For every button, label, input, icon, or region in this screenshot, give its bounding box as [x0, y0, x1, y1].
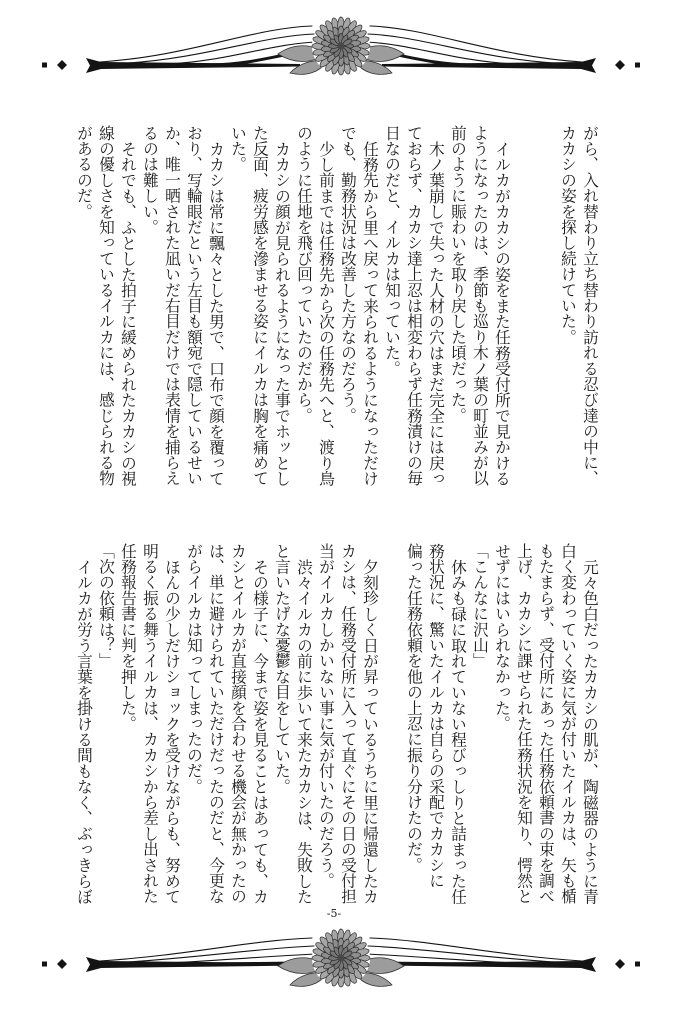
dialogue-line [469, 543, 491, 907]
text-column: でも、勤務状況は改善した方なのだろう。 [339, 125, 358, 424]
text-column: ようになったのは、季節も巡り木ノ葉の町並みが以 [471, 125, 490, 487]
scene-break [381, 543, 403, 907]
ornament-right [356, 26, 640, 74]
square-dot-icon [635, 962, 640, 967]
text-column: 白く変わっていく姿に気が付いたイルカは、矢も楯 [559, 543, 578, 905]
text-column: カカシは常に飄々とした男で、口布で顔を覆って [207, 140, 226, 487]
text-column: いた。 [229, 125, 248, 173]
paragraph [73, 543, 95, 907]
square-dot-icon [42, 63, 47, 68]
text-column: 線の優しさを知っているイルカには、感じられる物 [97, 125, 116, 487]
text-column: 務状況に、驚いたイルカは自らの采配でカカシに [427, 543, 446, 889]
diamond-icon [615, 60, 625, 70]
text-column: おり、写輪眼だという左目も額宛で隠しているせい [185, 125, 204, 487]
page-number: -5- [326, 907, 342, 920]
scene-break [513, 125, 557, 489]
swirl-line [368, 34, 554, 63]
paragraph [557, 125, 601, 489]
paragraph [381, 125, 447, 489]
flower-center [338, 955, 345, 962]
text-column: があるのだ。 [75, 125, 94, 220]
diamond-icon [57, 959, 67, 969]
text-column: 任務報告書に判を押した。 [119, 543, 138, 732]
paragraph [293, 125, 337, 489]
diamond-icon [615, 959, 625, 969]
paragraph [315, 543, 381, 907]
text-column: がらイルカは知ってしまったのだ。 [185, 543, 204, 795]
text-column: か、唯一晒された凪いだ右目だけでは表情を捕らえ [163, 125, 182, 487]
text-column: イルカがカカシの姿をまた任務受付所で見かける [493, 140, 512, 487]
bar-end-cap [86, 957, 101, 972]
text-column: その様子に、今まで姿を見ることはあっても、カ [251, 558, 270, 905]
text-column: 前のように賑わいを取り戻した頃だった。 [449, 125, 468, 424]
paragraph [117, 543, 183, 907]
text-column: 明るく振る舞うイルカは、カカシから差し出された [141, 543, 160, 905]
text-column: がら、入れ替わり立ち替わり訪れる忍び達の中に、 [581, 125, 600, 487]
text-column: と言いたげな憂鬱な目をしていた。 [273, 543, 292, 795]
text-column: 「次の依頼は？」 [97, 543, 116, 669]
paragraph [337, 125, 381, 489]
text-column: た反面、疲労感を滲ませる姿にイルカは胸を痛めて [251, 125, 270, 487]
swirl-line [100, 938, 312, 961]
diamond-icon [57, 60, 67, 70]
text-column: 夕刻珍しく日が昇っているうちに里に帰還したカ [361, 558, 380, 905]
footer-ornament [0, 924, 682, 1024]
flower-center [338, 43, 345, 50]
bar-end-cap [581, 957, 596, 972]
text-column: 少し前までは任務先から次の任務先へと、渡り鳥 [317, 140, 336, 487]
paragraph [139, 125, 227, 489]
paragraph [73, 125, 139, 489]
paragraph [183, 543, 271, 907]
text-column: 休みも碌に取れていない程びっしりと詰まった任 [449, 558, 468, 905]
header-ornament [0, 0, 682, 100]
text-column: せずにはいられなかった。 [493, 543, 512, 732]
text-column: ほんの少しだけショックを受けながらも、努めて [163, 558, 182, 905]
paragraph [491, 543, 601, 907]
text-column: カシとイルカが直接顔を合わせる機会が無かったの [229, 543, 248, 905]
text-column: それでも、ふとした拍子に緩められたカカシの視 [119, 140, 138, 487]
chrysanthemum-icon [312, 17, 370, 75]
text-column: カカシの顔が見られるようになった事でホッとし [273, 140, 292, 487]
ornament-left [42, 938, 326, 986]
text-column: 元々色白だったカカシの肌が、陶磁器のように青 [581, 558, 600, 905]
text-column: のように任地を飛び回っていたのだから。 [295, 125, 314, 424]
text-column: 当がイルカしかいない事に気が付いたのだろう。 [317, 543, 336, 889]
text-column: ておらず、カカシ達上忍は相変わらず任務漬けの毎 [405, 125, 424, 487]
text-column: 渋々イルカの前に歩いて来たカカシは、失敗した [295, 558, 314, 905]
bar-end-cap [86, 58, 101, 73]
swirl-line [370, 938, 582, 961]
paragraph [403, 543, 469, 907]
text-column: カカシの姿を探し続けていた。 [559, 125, 578, 345]
text-column: 木ノ葉崩しで失った人材の穴はまだ完全には戻っ [427, 140, 446, 487]
text-column: 偏った任務依頼を他の上忍に振り分けたのだ。 [405, 543, 424, 873]
text-column: もたまらず、受付所にあった任務依頼書の束を調べ [537, 543, 556, 905]
text-column: 「こんなに沢山」 [471, 543, 490, 669]
text-column: は、単に避けられていただけだったのだと、今更な [207, 543, 226, 905]
ornament-left [42, 26, 326, 74]
text-column: カシは、任務受付所に入って直ぐにその日の受付担 [339, 543, 358, 905]
text-column: 任務先から里へ戻って来られるようになっただけ [361, 140, 380, 487]
upper-tier [73, 125, 601, 489]
text-column: 日なのだと、イルカは知っていた。 [383, 125, 402, 377]
square-dot-icon [42, 962, 47, 967]
bar-end-cap [581, 58, 596, 73]
dialogue-line [95, 543, 117, 907]
text-column: 上げ、カカシに課せられた任務状況を知り、愕然と [515, 543, 534, 905]
lower-tier [73, 543, 601, 907]
chrysanthemum-icon [312, 929, 370, 987]
paragraph [271, 543, 315, 907]
ornament-right [356, 938, 640, 986]
swirl-line [128, 34, 314, 63]
square-dot-icon [635, 63, 640, 68]
paragraph [227, 125, 293, 489]
text-column: イルカが労う言葉を掛ける間もなく、ぶっきらぼ [75, 558, 94, 905]
paragraph [447, 125, 513, 489]
text-column: るのは難しい。 [141, 125, 160, 235]
